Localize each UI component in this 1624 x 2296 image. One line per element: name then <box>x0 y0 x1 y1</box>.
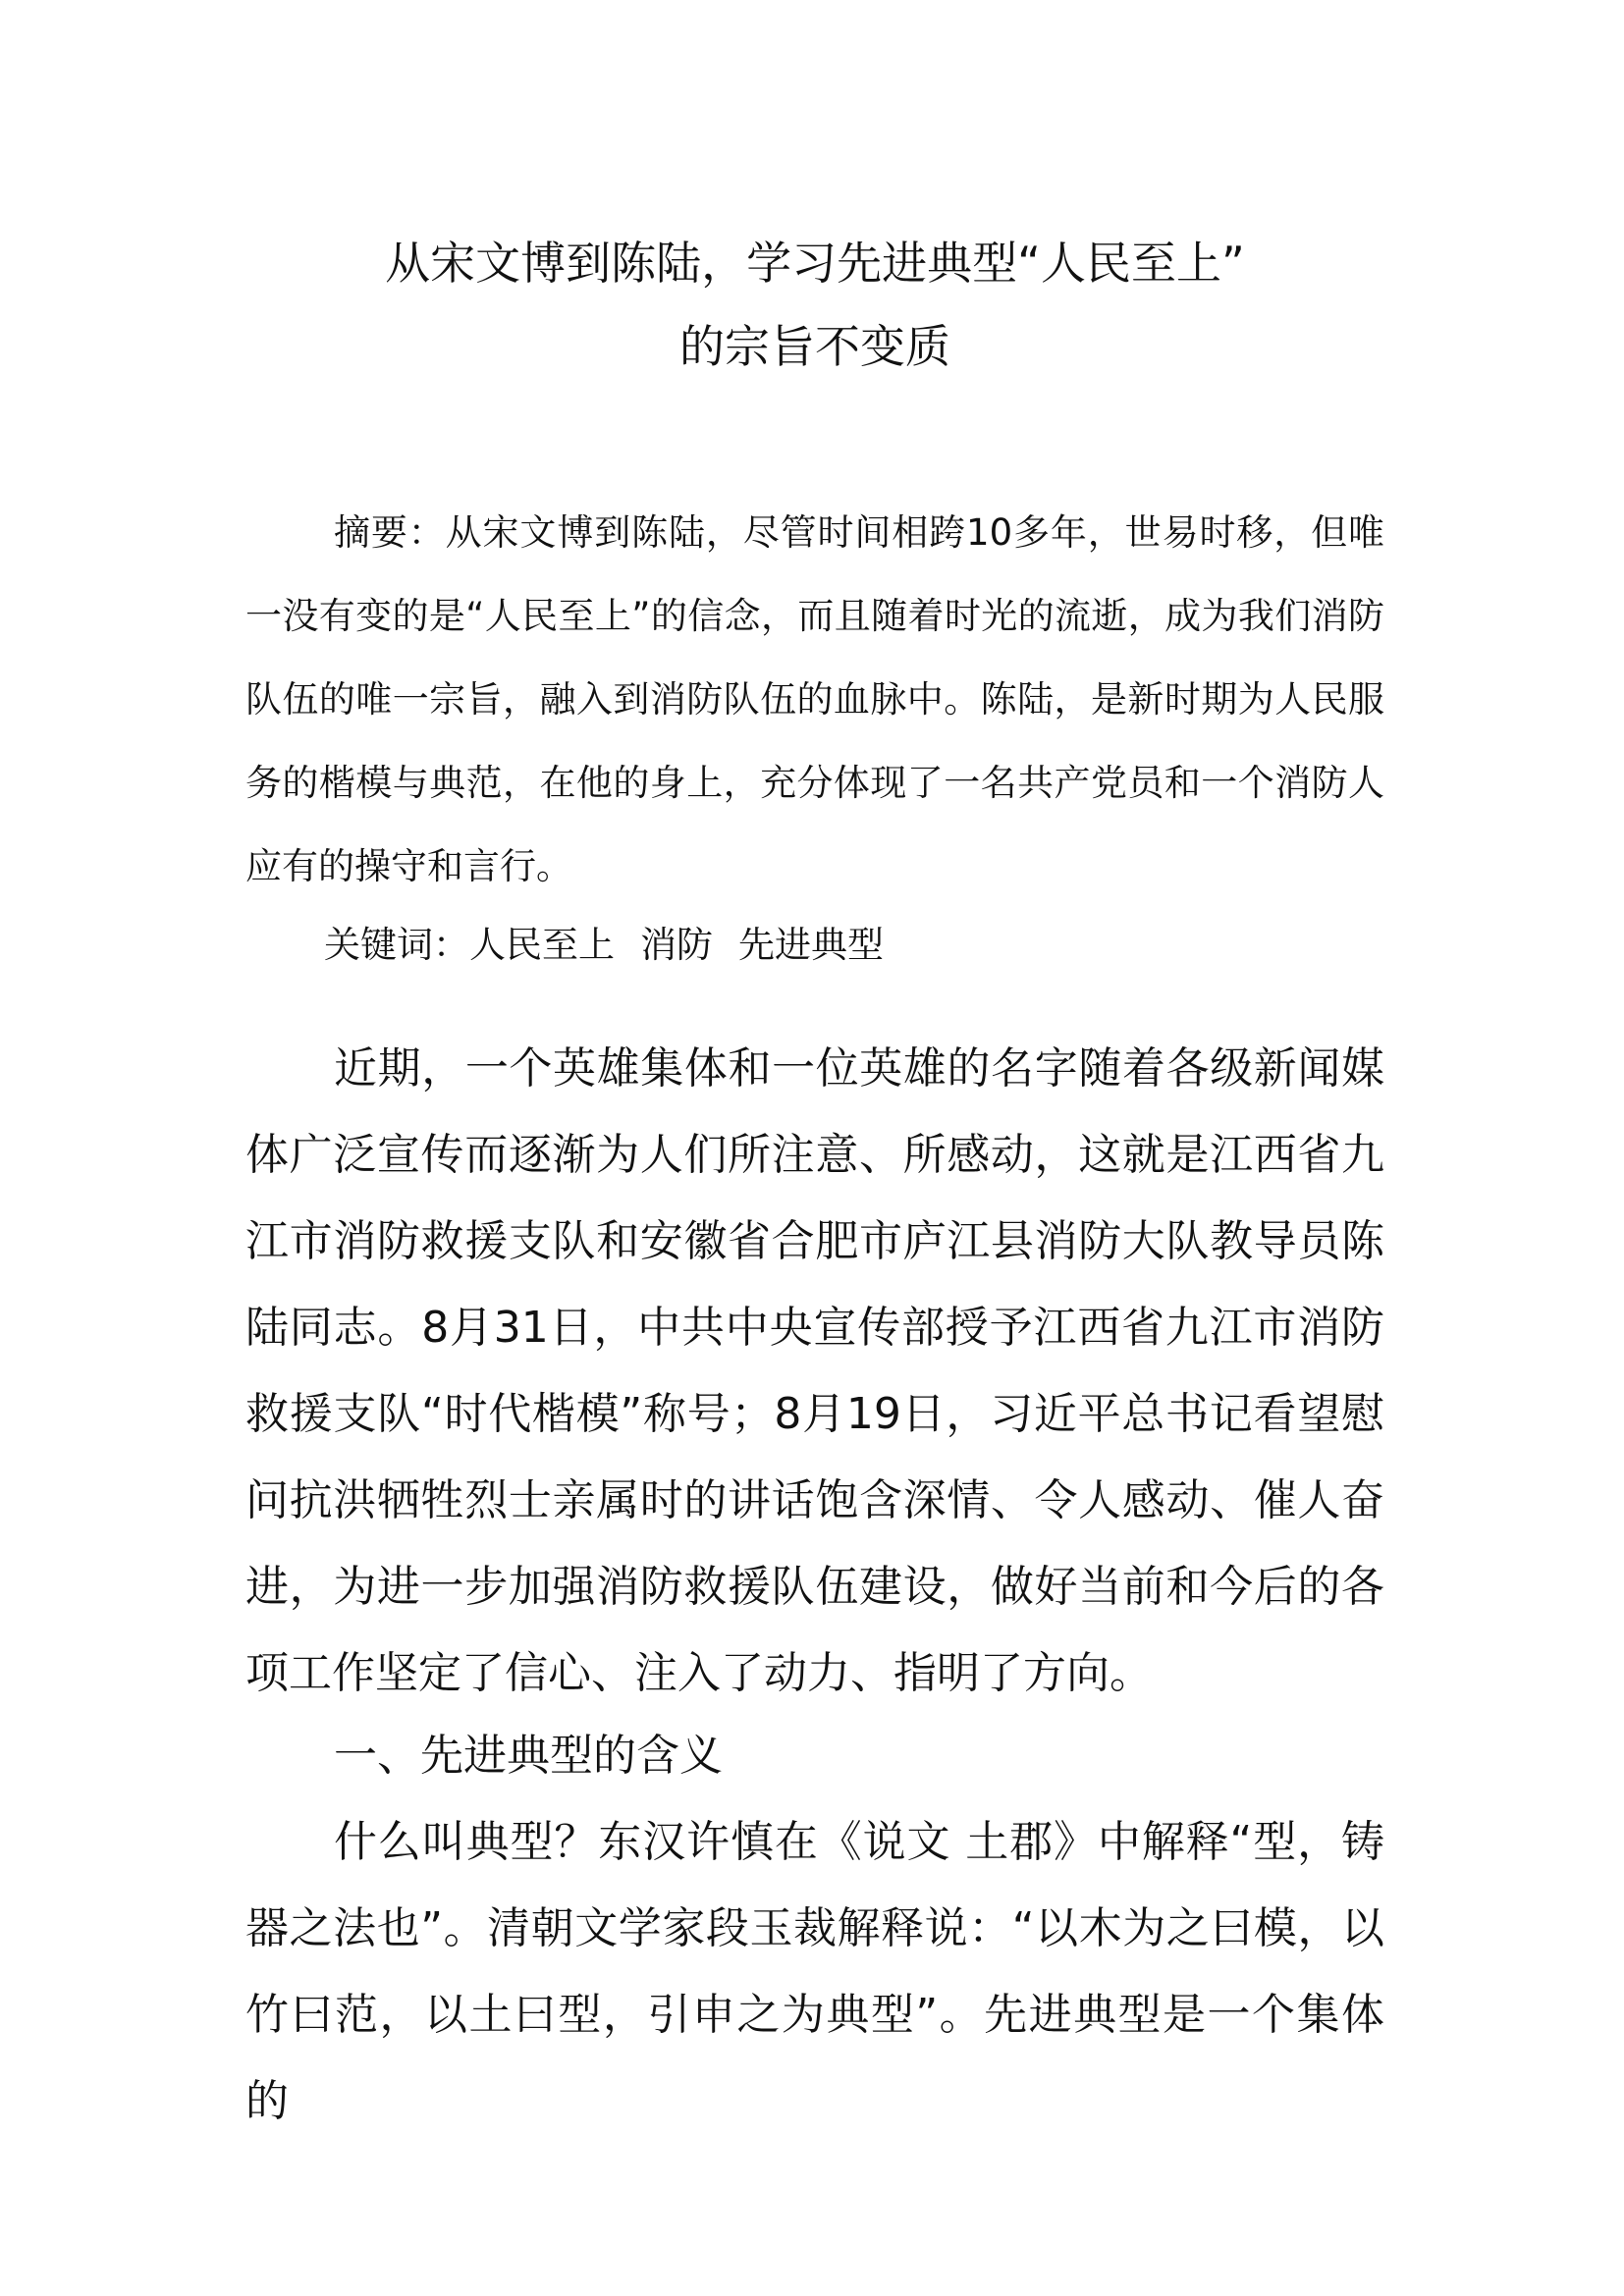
keywords <box>324 903 909 987</box>
document-title-line-1: 从宋文博到陈陆，学习先进典型“人民至上” <box>385 237 1245 290</box>
keyword-item: 消防 <box>640 924 713 966</box>
document-title-line-2: 的宗旨不变质 <box>679 320 950 373</box>
body-paragraph-1: 近期，一个英雄集体和一位英雄的名字随着各级新闻媒体广泛宣传而逐渐为人们所注意、所感动，这就是江西省九江市消防救援支队和安徽省合肥市庐江县消防大队教导员陈陆同志。8月31日，中共中央宣传部授予江西省九江市消防救援支队“时代楷模”称号；8月19日，习近平总书记看望慰问抗洪牺牲烈士亲属时的讲话饱含深情、令人感动、催人奋进，为进一步加强消防救援队伍建设，做好当前和今后的各项工作坚定了信心、注入了动力、指明了方向。 <box>245 1043 1384 1698</box>
abstract-label: 摘要 <box>334 511 408 554</box>
abstract-text: ：从宋文博到陈陆，尽管时间相跨10多年，世易时移，但唯一没有变的是“人民至上”的信念，而且随着时光的流逝，成为我们消防队伍的唯一宗旨，融入到消防队伍的血脉中。陈陆，是新时期为人民服务的楷模与典范，在他的身上，充分体现了一名共产党员和一个消防人应有的操守和言行。 <box>245 511 1384 887</box>
keyword-item: 人民至上 <box>469 924 615 966</box>
keyword-item: 先进典型 <box>738 924 884 966</box>
section-heading-1: 一、先进典型的含义 <box>334 1731 723 1781</box>
abstract <box>245 491 1384 908</box>
keywords-label: 关键词： <box>324 924 469 966</box>
body-paragraph-2: 什么叫典型？东汉许慎在《说文 土郡》中解释“型，铸器之法也”。清朝文学家段玉裁解释说：“以木为之曰模，以竹曰范，以土曰型，引申之为典型”。先进典型是一个集体的 <box>245 1817 1384 2126</box>
